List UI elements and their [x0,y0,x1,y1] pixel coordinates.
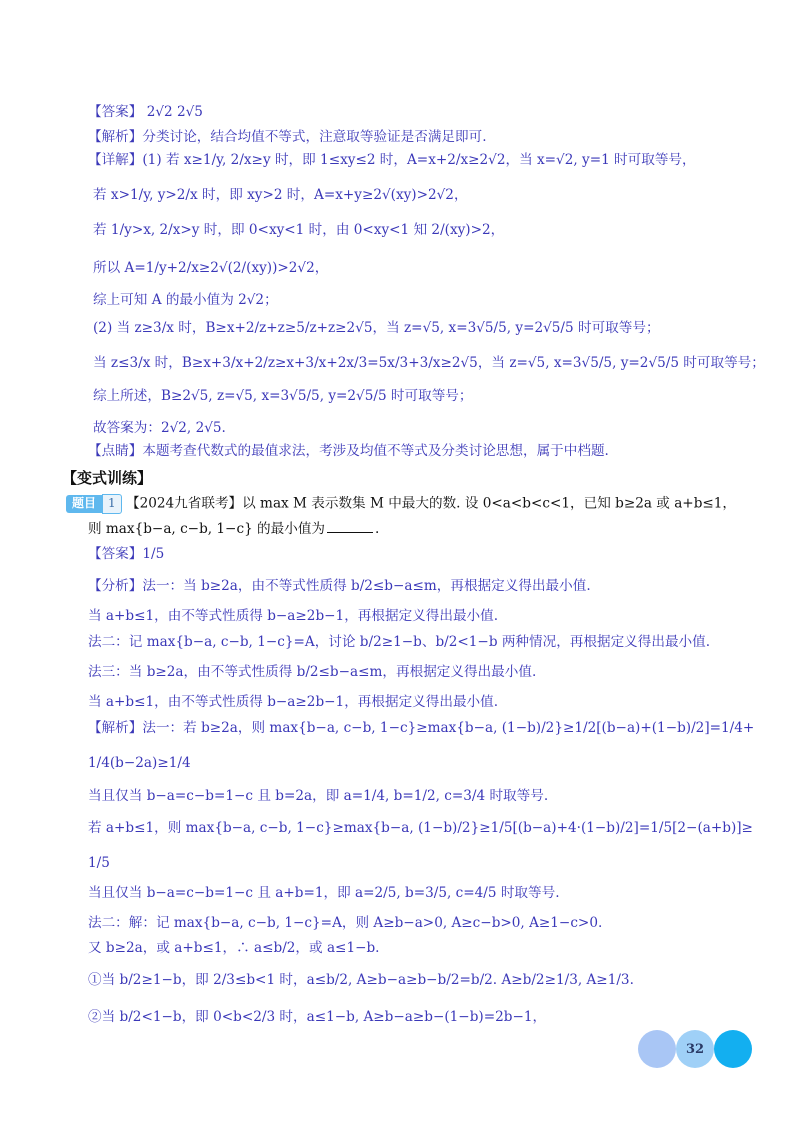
text-line [93,388,472,406]
text-line [93,187,468,205]
text-line [88,820,753,838]
text-line-content: 当且仅当 b−a=c−b=1−c 且 a+b=1，即 a=2/5, b=3/5, c=4/5 时取等号. [88,885,560,901]
text-line-content: (2) 当 z≥3/x 时，B≥x+2/z+z≥5/z+z≥2√5，当 z=√5, x=3√5/5, y=2√5/5 时可取等号； [93,320,660,336]
problem-badge-label: 题目 [66,495,102,513]
text-line-content: 则 max{b−a, c−b, 1−c} 的最小值为 [88,521,326,537]
text-line [93,320,660,338]
text-line [88,1009,546,1027]
text-line-content: 当 z≤3/x 时，B≥x+3/x+2/z≥x+3/x+2x/3=5x/3+3/x≥2√5，当 z=√5, x=3√5/5, y=2√5/5 时可取等号； [93,355,765,371]
text-line [88,720,754,738]
text-line-content: 【变式训练】 [62,469,153,487]
text-line: 则 max{b−a, c−b, 1−c} 的最小值为 . [88,521,380,537]
text-line [88,634,710,652]
text-line [88,885,560,903]
text-line [88,972,634,990]
text-line [88,855,110,873]
text-line [88,152,696,170]
text-line-content: 【解析】分类讨论，结合均值不等式，注意取等验证是否满足即可. [88,129,487,145]
text-line [88,755,191,773]
text-line [88,578,591,596]
text-line-content: 【答案】1/5 [88,546,165,562]
text-line [88,546,164,564]
text-line [88,664,536,682]
text-line [93,420,226,438]
problem-badge [66,494,122,514]
answer-blank [327,532,373,533]
text-line-content: 故答案为：2√2, 2√5. [93,420,226,436]
text-line-content: 【详解】(1) 若 x≥1/y, 2/x≥y 时，即 1≤xy≤2 时，A=x+2/x≥2√2，当 x=√2, y=1 时可取等号， [88,152,696,168]
text-line-content: 若 a+b≤1，则 max{b−a, c−b, 1−c}≥max{b−a, (1−b)/2}≥1/5[(b−a)+4·(1−b)/2]=1/5[2−(a+b)]≥ [88,820,753,836]
text-line-content: 1/5 [88,855,110,871]
text-line-content: 当且仅当 b−a=c−b=1−c 且 b=2a，即 a=1/4, b=1/2, c=3/4 时取等号. [88,788,549,804]
problem-badge-number: 1 [102,494,122,514]
text-line [88,788,548,806]
section-heading [62,469,152,489]
text-line-content: 所以 A=1/y+2/x≥2√(2/(xy))>2√2， [93,260,329,276]
page-number-badge [638,1030,754,1070]
text-line-content: ①当 b/2≥1−b，即 2/3≤b<1 时，a≤b/2, A≥b−a≥b−b/2=b/2. A≥b/2≥1/3, A≥1/3. [88,972,634,988]
decor-circle-left [638,1030,676,1068]
text-line [88,694,498,712]
text-line-content: 法二：记 max{b−a, c−b, 1−c}=A，讨论 b/2≥1−b、b/2<1−b 两种情况，再根据定义得出最小值. [88,634,711,650]
text-line-content: 【点睛】本题考查代数式的最值求法，考涉及均值不等式及分类讨论思想，属于中档题. [88,443,609,459]
text-line-content: 当 a+b≤1，由不等式性质得 b−a≥2b−1，再根据定义得出最小值. [88,608,499,624]
text-line [93,260,328,278]
problem-text: 【2024九省联考】以 max M 表示数集 M 中最大的数. 设 0<a<b<c<1，已知 b≥2a 或 a+b≤1， [125,495,737,512]
text-line [88,608,498,626]
problem-statement [66,494,736,514]
text-line-content: ②当 b/2<1−b，即 0<b<2/3 时，a≤1−b, A≥b−a≥b−(1−b)=2b−1， [88,1009,547,1025]
text-line [88,940,380,958]
text-line-content: 【解析】法一：若 b≥2a，则 max{b−a, c−b, 1−c}≥max{b−a, (1−b)/2}≥1/2[(b−a)+(1−b)/2]=1/4+ [88,720,755,736]
text-line-content: 又 b≥2a，或 a+b≤1，∴ a≤b/2，或 a≤1−b. [88,940,380,956]
text-line [93,355,765,373]
decor-circle-right [714,1030,752,1068]
text-line [88,443,609,461]
text-line [88,915,602,933]
text-line [88,104,203,122]
text-line-content: 综上所述，B≥2√5, z=√5, x=3√5/5, y=2√5/5 时可取等号； [93,388,473,404]
text-line-content: 当 a+b≤1，由不等式性质得 b−a≥2b−1，再根据定义得出最小值. [88,694,499,710]
text-line [93,292,278,310]
text-line [88,129,487,147]
text-line-content: 法三：当 b≥2a，由不等式性质得 b/2≤b−a≤m，再根据定义得出最小值. [88,664,537,680]
text-line [93,222,504,240]
text-line-content: 【分析】法一：当 b≥2a，由不等式性质得 b/2≤b−a≤m，再根据定义得出最小值. [88,578,591,594]
text-line-content: 若 1/y>x, 2/x>y 时，即 0<xy<1 时，由 0<xy<1 知 2/(xy)>2， [93,222,505,238]
text-line-content: 若 x>1/y, y>2/x 时，即 xy>2 时，A=x+y≥2√(xy)>2√2， [93,187,468,203]
page-number: 32 [676,1030,714,1068]
text-line-content: 1/4(b−2a)≥1/4 [88,755,191,771]
text-line-content: 法二：解：记 max{b−a, c−b, 1−c}=A，则 A≥b−a>0, A≥c−b>0, A≥1−c>0. [88,915,603,931]
text-line-content: 【答案】 2√2 2√5 [88,104,203,120]
text-line-content: 综上可知 A 的最小值为 2√2； [93,292,278,308]
